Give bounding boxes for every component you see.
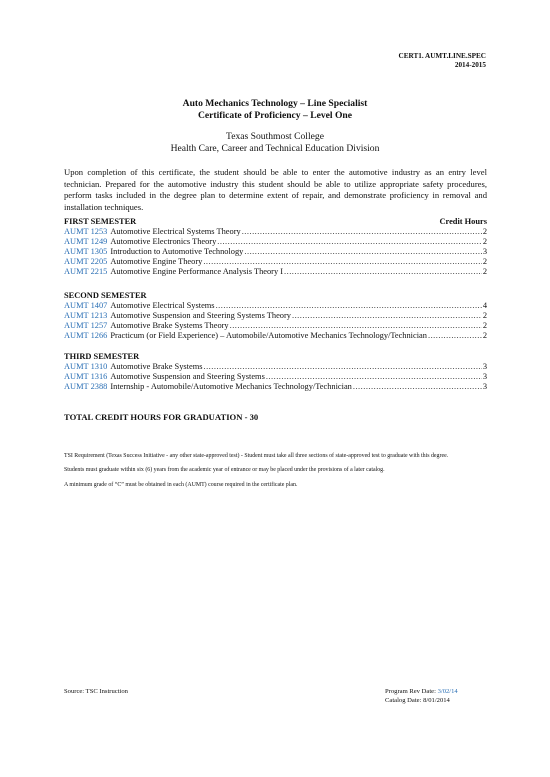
catalog-date: 8/01/2014 (423, 696, 450, 704)
catalog-year: 2014-2015 (454, 61, 486, 69)
footer-dates (385, 688, 458, 706)
program-rev-date-line (385, 688, 458, 697)
semester-section-third (64, 352, 487, 392)
course-name: Automotive Suspension and Steering Systems (110, 372, 265, 382)
course-row (64, 331, 487, 341)
semester-heading-row (64, 291, 487, 301)
course-name: Automotive Engine Performance Analysis Theory I (110, 267, 284, 277)
course-code-link[interactable]: AUMT 1305 (64, 247, 108, 257)
course-hours: 4 (482, 301, 487, 311)
dot-leader (216, 301, 482, 311)
dot-leader (292, 311, 482, 321)
course-hours: 2 (482, 267, 487, 277)
course-name: Automotive Electrical Systems (110, 301, 215, 311)
total-credit-hours: TOTAL CREDIT HOURS FOR GRADUATION - 30 (64, 412, 259, 422)
college-block (0, 131, 550, 155)
document-title (0, 98, 550, 122)
course-row (64, 321, 487, 331)
course-hours: 2 (482, 311, 487, 321)
course-name: Automotive Brake Systems (110, 362, 203, 372)
course-hours: 3 (482, 372, 487, 382)
dot-leader (203, 362, 481, 372)
dot-leader (203, 257, 482, 267)
dot-leader (428, 331, 482, 341)
course-code-link[interactable]: AUMT 1249 (64, 237, 108, 247)
program-rev-date: 3/02/14 (437, 688, 458, 695)
dot-leader (266, 372, 482, 382)
course-row (64, 311, 487, 321)
program-rev-label: Program Rev Date: (385, 688, 436, 695)
course-code-link[interactable]: AUMT 2215 (64, 267, 108, 277)
catalog-date-line (385, 697, 458, 706)
dot-leader (217, 237, 482, 247)
course-row (64, 247, 487, 257)
course-hours: 3 (482, 247, 487, 257)
course-hours: 3 (482, 362, 487, 372)
semester-section-second (64, 291, 487, 341)
course-code-link[interactable]: AUMT 1407 (64, 301, 108, 311)
intro-paragraph: Upon completion of this certificate, the student should be able to enter the automotive industry as an entry level technician. Prepared for the automotive industry this student should be able to utilize appropriate safety procedures, perform tasks included in the degree plan to determine extent of repair, and demonstrate proficiency in removal and installation techniques. (64, 167, 487, 212)
course-hours: 2 (482, 227, 487, 237)
course-name: Introduction to Automotive Technology (110, 247, 244, 257)
course-row (64, 362, 487, 372)
course-name: Practicum (or Field Experience) – Automobile/Automotive Mechanics Technology/Technician (110, 331, 427, 341)
dot-leader (230, 321, 482, 331)
certificate-code: CERT1. AUMT.LINE.SPEC (398, 52, 486, 60)
minimum-grade-note: A minimum grade of “C” must be obtained in each (AUMT) course required in the certificate plan. (64, 481, 298, 488)
semester-heading: FIRST SEMESTER (64, 217, 137, 226)
dot-leader (244, 247, 481, 257)
course-hours: 2 (482, 321, 487, 331)
semester-heading: THIRD SEMESTER (64, 352, 140, 361)
dot-leader (242, 227, 482, 237)
course-hours: 2 (482, 257, 487, 267)
course-name: Internship - Automobile/Automotive Mechanics Technology/Technician (110, 382, 352, 392)
footer-source: Source: TSC Instruction (64, 688, 128, 695)
course-row (64, 372, 487, 382)
requirements-notes (64, 452, 464, 495)
course-hours: 2 (482, 237, 487, 247)
course-code-link[interactable]: AUMT 1253 (64, 227, 108, 237)
semester-heading: SECOND SEMESTER (64, 291, 147, 300)
semester-heading-row (64, 217, 487, 227)
course-code-link[interactable]: AUMT 2388 (64, 382, 108, 392)
course-hours: 2 (482, 331, 487, 341)
credit-hours-header: Credit Hours (439, 217, 487, 226)
course-row (64, 267, 487, 277)
catalog-date-label: Catalog Date: (385, 696, 422, 704)
tsi-requirement-note: TSI Requirement (Texas Success Initiative - any other state-approved test) - Student must take all three sections of state-approved test to graduate with this degree. (64, 453, 449, 459)
course-name: Automotive Electrical Systems Theory (110, 227, 241, 237)
course-name: Automotive Electronics Theory (110, 237, 217, 247)
certificate-title: Certificate of Proficiency – Level One (197, 110, 353, 121)
course-hours: 3 (482, 382, 487, 392)
semester-section-first (64, 217, 487, 278)
course-code-link[interactable]: AUMT 1310 (64, 362, 108, 372)
program-title: Auto Mechanics Technology – Line Specialist (182, 98, 368, 109)
course-name: Automotive Suspension and Steering Systems Theory (110, 311, 291, 321)
course-row (64, 257, 487, 267)
college-name: Texas Southmost College (226, 131, 324, 142)
course-name: Automotive Engine Theory (110, 257, 203, 267)
dot-leader (353, 382, 482, 392)
document-code-block (399, 52, 486, 70)
course-row (64, 237, 487, 247)
semester-heading-row (64, 352, 487, 362)
dot-leader (284, 267, 482, 277)
course-code-link[interactable]: AUMT 1257 (64, 321, 108, 331)
course-code-link[interactable]: AUMT 1266 (64, 331, 108, 341)
course-row (64, 301, 487, 311)
course-code-link[interactable]: AUMT 2205 (64, 257, 108, 267)
course-row (64, 227, 487, 237)
course-name: Automotive Brake Systems Theory (110, 321, 229, 331)
course-code-link[interactable]: AUMT 1316 (64, 372, 108, 382)
division-name: Health Care, Career and Technical Education Division (170, 143, 380, 154)
course-code-link[interactable]: AUMT 1213 (64, 311, 108, 321)
graduation-time-note: Students must graduate within six (6) years from the academic year of entrance or may be placed under the provisions of a later catalog. (64, 467, 385, 474)
course-row (64, 382, 487, 392)
